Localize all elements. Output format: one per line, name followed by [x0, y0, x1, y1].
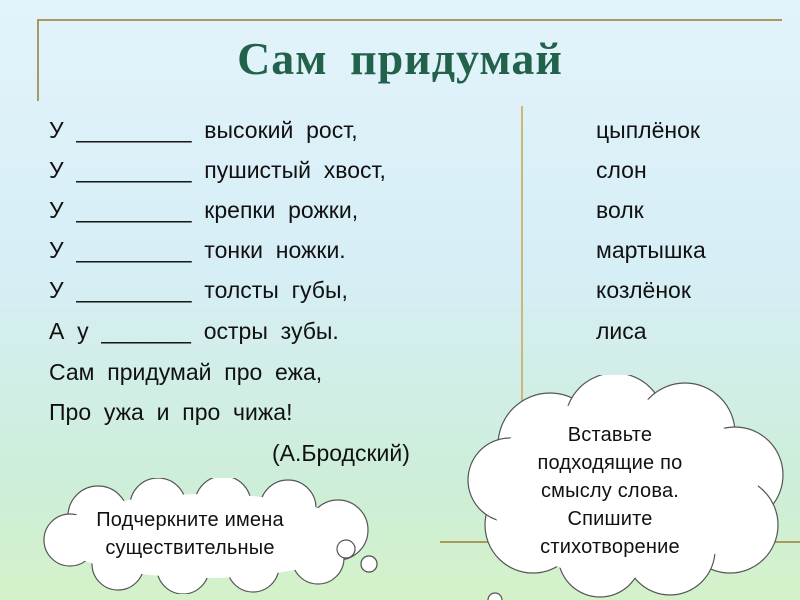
poem-line: У _________ тонки ножки.: [49, 237, 346, 263]
slide-title: Сам придумай: [237, 33, 563, 84]
word-list-item: лиса: [596, 318, 647, 344]
poem-line: А у _______ остры зубы.: [49, 318, 339, 344]
poem-line: У _________ пушистый хвост,: [49, 157, 386, 183]
poem-line: У _________ высокий рост,: [49, 117, 358, 143]
poem-line: Про ужа и про чижа!: [49, 399, 293, 425]
cloud-bottom-text: [60, 506, 320, 562]
word-list-item: слон: [596, 157, 647, 183]
cloud-right-line: Спишите: [567, 508, 653, 530]
cloud-right-line: смыслу слова.: [540, 480, 680, 502]
poem-author: (А.Бродский): [272, 440, 410, 466]
poem-line: У _________ крепки рожки,: [49, 197, 359, 223]
word-list-item: козлёнок: [596, 277, 691, 303]
word-list-item: волк: [596, 197, 644, 223]
column-divider: [521, 106, 523, 406]
cloud-right-line: Вставьте: [567, 424, 653, 446]
slide-frame-top: [37, 19, 782, 21]
word-list-item: мартышка: [596, 237, 706, 263]
poem-line: Сам придумай про ежа,: [49, 359, 323, 385]
cloud-right-text: [485, 421, 735, 561]
cloud-right-line: подходящие по: [537, 452, 683, 474]
word-list-item: цыплёнок: [596, 117, 700, 143]
cloud-bottom-line: существительные: [105, 537, 275, 559]
poem-line: У _________ толсты губы,: [49, 277, 348, 303]
cloud-bottom-line: Подчеркните имена: [96, 509, 284, 531]
cloud-right-line: стихотворение: [540, 536, 680, 558]
